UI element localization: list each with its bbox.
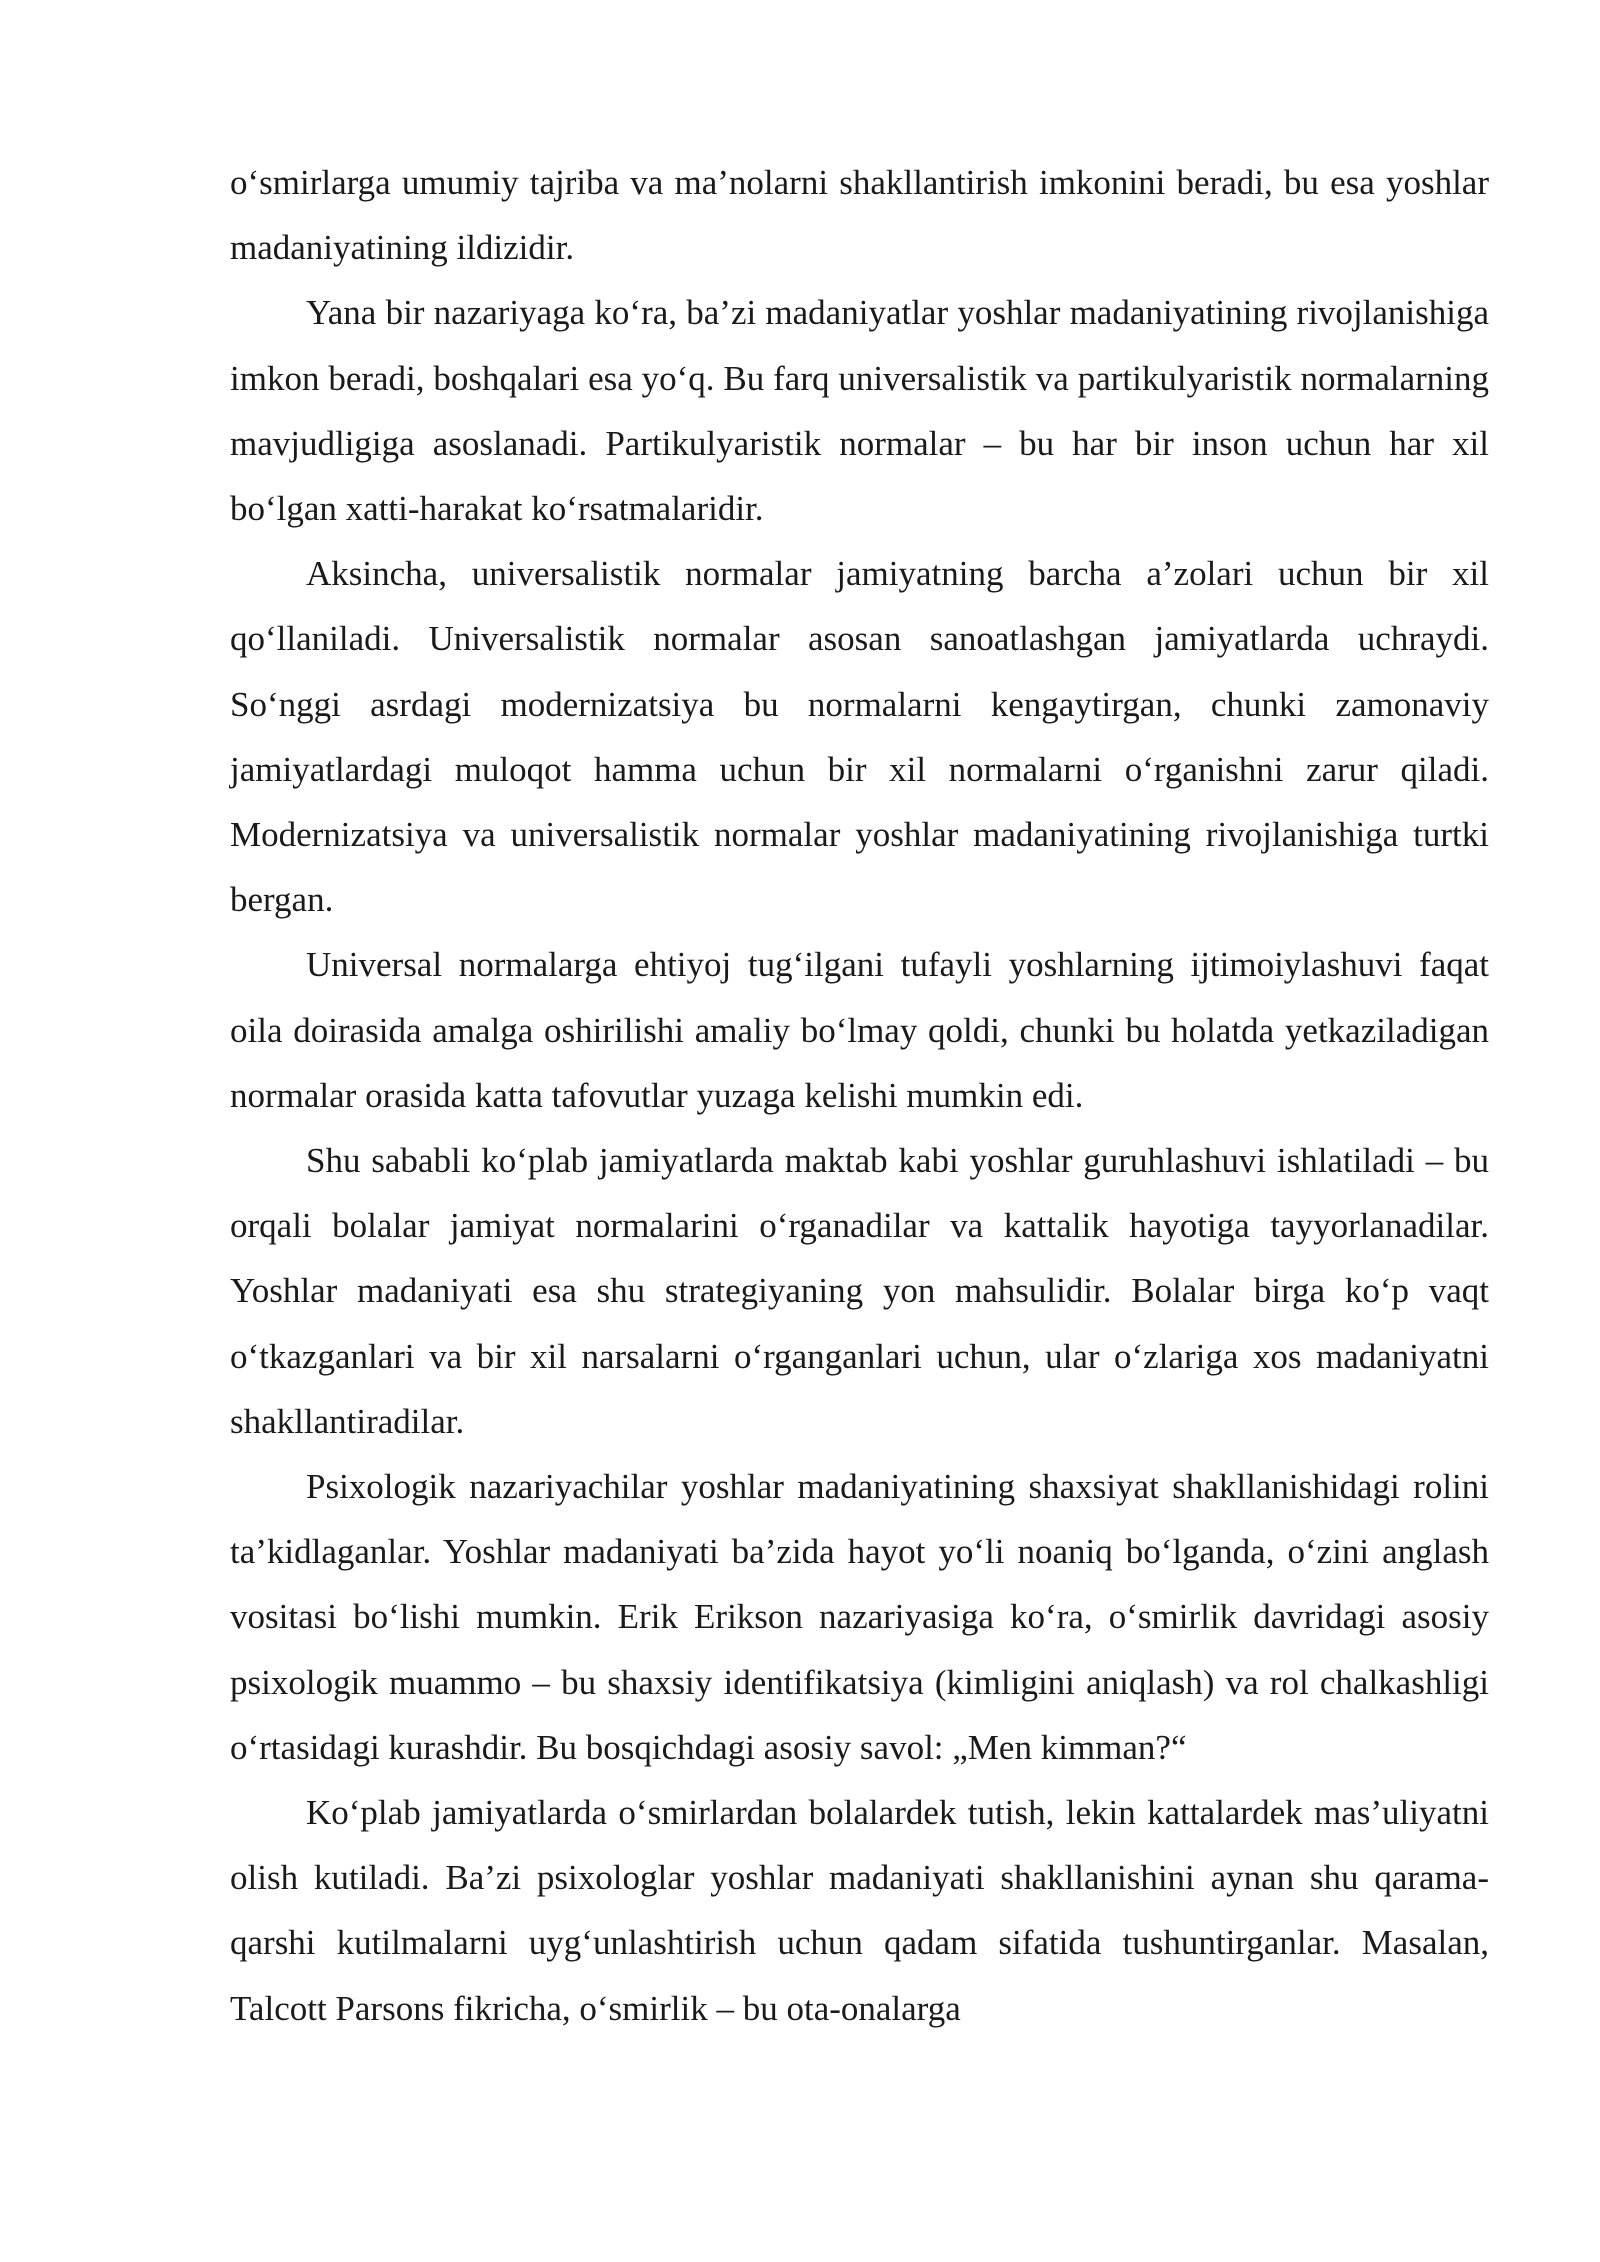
paragraph: Yana bir nazariyaga ko‘ra, ba’zi madaniyatlar yoshlar madaniyatining rivojlanishiga imkon beradi, boshqalari esa yo‘q. Bu farq universalistik va partikulyaristik normalarning mavjudligiga asoslanadi. Partikulyaristik normalar – bu har bir inson uchun har xil bo‘lgan xatti-harakat ko‘rsatmalaridir. [230, 293, 1489, 529]
paragraph: Psixologik nazariyachilar yoshlar madaniyatining shaxsiyat shakllanishidagi rolini ta’kidlaganlar. Yoshlar madaniyati ba’zida hayot yo‘li noaniq bo‘lganda, o‘zini anglash vositasi bo‘lishi mumkin. Erik Erikson nazariyasiga ko‘ra, o‘smirlik davridagi asosiy psixologik muammo – bu shaxsiy identifikatsiya (kimligini aniqlash) va rol chalkashligi o‘rtasidagi kurashdir. Bu bosqichdagi asosiy savol: „Men kimman?“ [230, 1467, 1489, 1767]
paragraph: Universal normalarga ehtiyoj tug‘ilgani tufayli yoshlarning ijtimoiylashuvi faqat oila doirasida amalga oshirilishi amaliy bo‘lmay qoldi, chunki bu holatda yetkaziladigan normalar orasida katta tafovutlar yuzaga kelishi mumkin edi. [230, 945, 1489, 1115]
paragraph: Ko‘plab jamiyatlarda o‘smirlardan bolalardek tutish, lekin kattalardek mas’uliyatni olish kutiladi. Ba’zi psixologlar yoshlar madaniyati shakllanishini aynan shu qarama-qarshi kutilmalarni uyg‘unlashtirish uchun qadam sifatida tushuntirganlar. Masalan, Talcott Parsons fikricha, o‘smirlik – bu ota-onalarga [230, 1793, 1489, 2028]
document-body [230, 150, 1489, 2041]
paragraph: Aksincha, universalistik normalar jamiyatning barcha a’zolari uchun bir xil qo‘llaniladi. Universalistik normalar asosan sanoatlashgan jamiyatlarda uchraydi. So‘nggi asrdagi modernizatsiya bu normalarni kengaytirgan, chunki zamonaviy jamiyatlardagi muloqot hamma uchun bir xil normalarni o‘rganishni zarur qiladi. Modernizatsiya va universalistik normalar yoshlar madaniyatining rivojlanishiga turtki bergan. [230, 554, 1489, 920]
paragraph: o‘smirlarga umumiy tajriba va ma’nolarni shakllantirish imkonini beradi, bu esa yoshlar madaniyatining ildizidir. [230, 163, 1489, 268]
paragraph: Shu sababli ko‘plab jamiyatlarda maktab kabi yoshlar guruhlashuvi ishlatiladi – bu orqali bolalar jamiyat normalarini o‘rganadilar va kattalik hayotiga tayyorlanadilar. Yoshlar madaniyati esa shu strategiyaning yon mahsulidir. Bolalar birga ko‘p vaqt o‘tkazganlari va bir xil narsalarni o‘rganganlari uchun, ular o‘zlariga xos madaniyatni shakllantiradilar. [230, 1141, 1489, 1441]
